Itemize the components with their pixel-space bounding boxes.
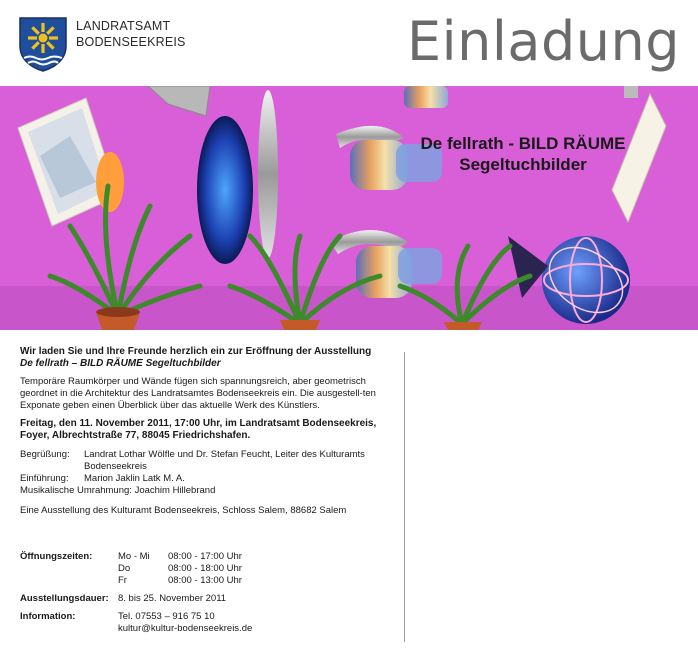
exhibition-banner-image xyxy=(0,86,698,330)
program-value: Marion Jaklin Latk M. A. xyxy=(84,473,185,484)
page-title: Einladung xyxy=(407,10,680,73)
program-row xyxy=(20,449,398,473)
hours-time: 08:00 - 18:00 Uhr xyxy=(168,563,242,574)
exhibition-info xyxy=(20,551,398,635)
organization-name xyxy=(76,18,186,50)
exhibition-description: Temporäre Raumkörper und Wände fügen sich spannungsreich, aber geometrisch geordnet in die Architektur des Landratsamtes Bodenseekreis ein. Die ausgestell-ten Exponate geben einen Überblick über das aktuelle Werk des Künstlers. xyxy=(20,376,376,411)
contact-phone: Tel. 07553 – 916 75 10 xyxy=(118,611,215,622)
hours-time: 08:00 - 17:00 Uhr xyxy=(168,551,242,562)
duration-row xyxy=(20,593,398,605)
organizer-line: Eine Ausstellung des Kulturamt Bodenseekreis, Schloss Salem, 88682 Salem xyxy=(20,505,347,516)
hours-days: Mo - Mi xyxy=(118,551,150,562)
duration-label: Ausstellungsdauer: xyxy=(20,593,109,604)
banner-title-line-1: De fellrath - BILD RÄUME xyxy=(420,134,626,153)
hours-days: Fr xyxy=(118,575,127,586)
program-row xyxy=(20,473,398,485)
vertical-divider xyxy=(404,352,405,642)
invitation-text xyxy=(20,346,398,517)
contact-email[interactable]: kultur@kultur-bodenseekreis.de xyxy=(118,623,253,634)
opening-date-location: Freitag, den 11. November 2011, 17:00 Uhr, im Landratsamt Bodenseekreis, Foyer, Albrechtstraße 77, 88045 Friedrichshafen. xyxy=(20,418,377,441)
contact-details xyxy=(118,611,252,635)
hours-days: Do xyxy=(118,563,131,574)
exhibition-name: De fellrath – BILD RÄUME Segeltuchbilder xyxy=(20,358,221,369)
hours-row xyxy=(20,575,398,587)
page-header xyxy=(0,0,698,86)
banner-exhibition-title xyxy=(408,133,638,175)
org-line-1: LANDRATSAMT xyxy=(76,19,171,33)
coat-of-arms-logo xyxy=(18,16,68,72)
music-credit: Musikalische Umrahmung: Joachim Hillebrand xyxy=(20,485,216,496)
contact-label: Information: xyxy=(20,611,76,622)
program-list xyxy=(20,449,398,497)
contact-row xyxy=(20,611,398,635)
program-value: Landrat Lothar Wölfle und Dr. Stefan Feucht, Leiter des Kulturamts Bodenseekreis xyxy=(84,449,365,472)
banner-artwork xyxy=(0,86,698,330)
org-line-2: BODENSEEKREIS xyxy=(76,35,186,49)
duration-value: 8. bis 25. November 2011 xyxy=(118,593,227,604)
banner-title-line-2: Segeltuchbilder xyxy=(459,155,587,174)
hours-label: Öffnungszeiten: xyxy=(20,551,93,562)
program-label: Begrüßung: xyxy=(20,449,70,460)
hours-row xyxy=(20,563,398,575)
hours-row xyxy=(20,551,398,563)
program-label: Einführung: xyxy=(20,473,69,484)
hours-time: 08:00 - 13:00 Uhr xyxy=(168,575,242,586)
invitation-lead: Wir laden Sie und Ihre Freunde herzlich ein zur Eröffnung der Ausstellung xyxy=(20,346,372,357)
